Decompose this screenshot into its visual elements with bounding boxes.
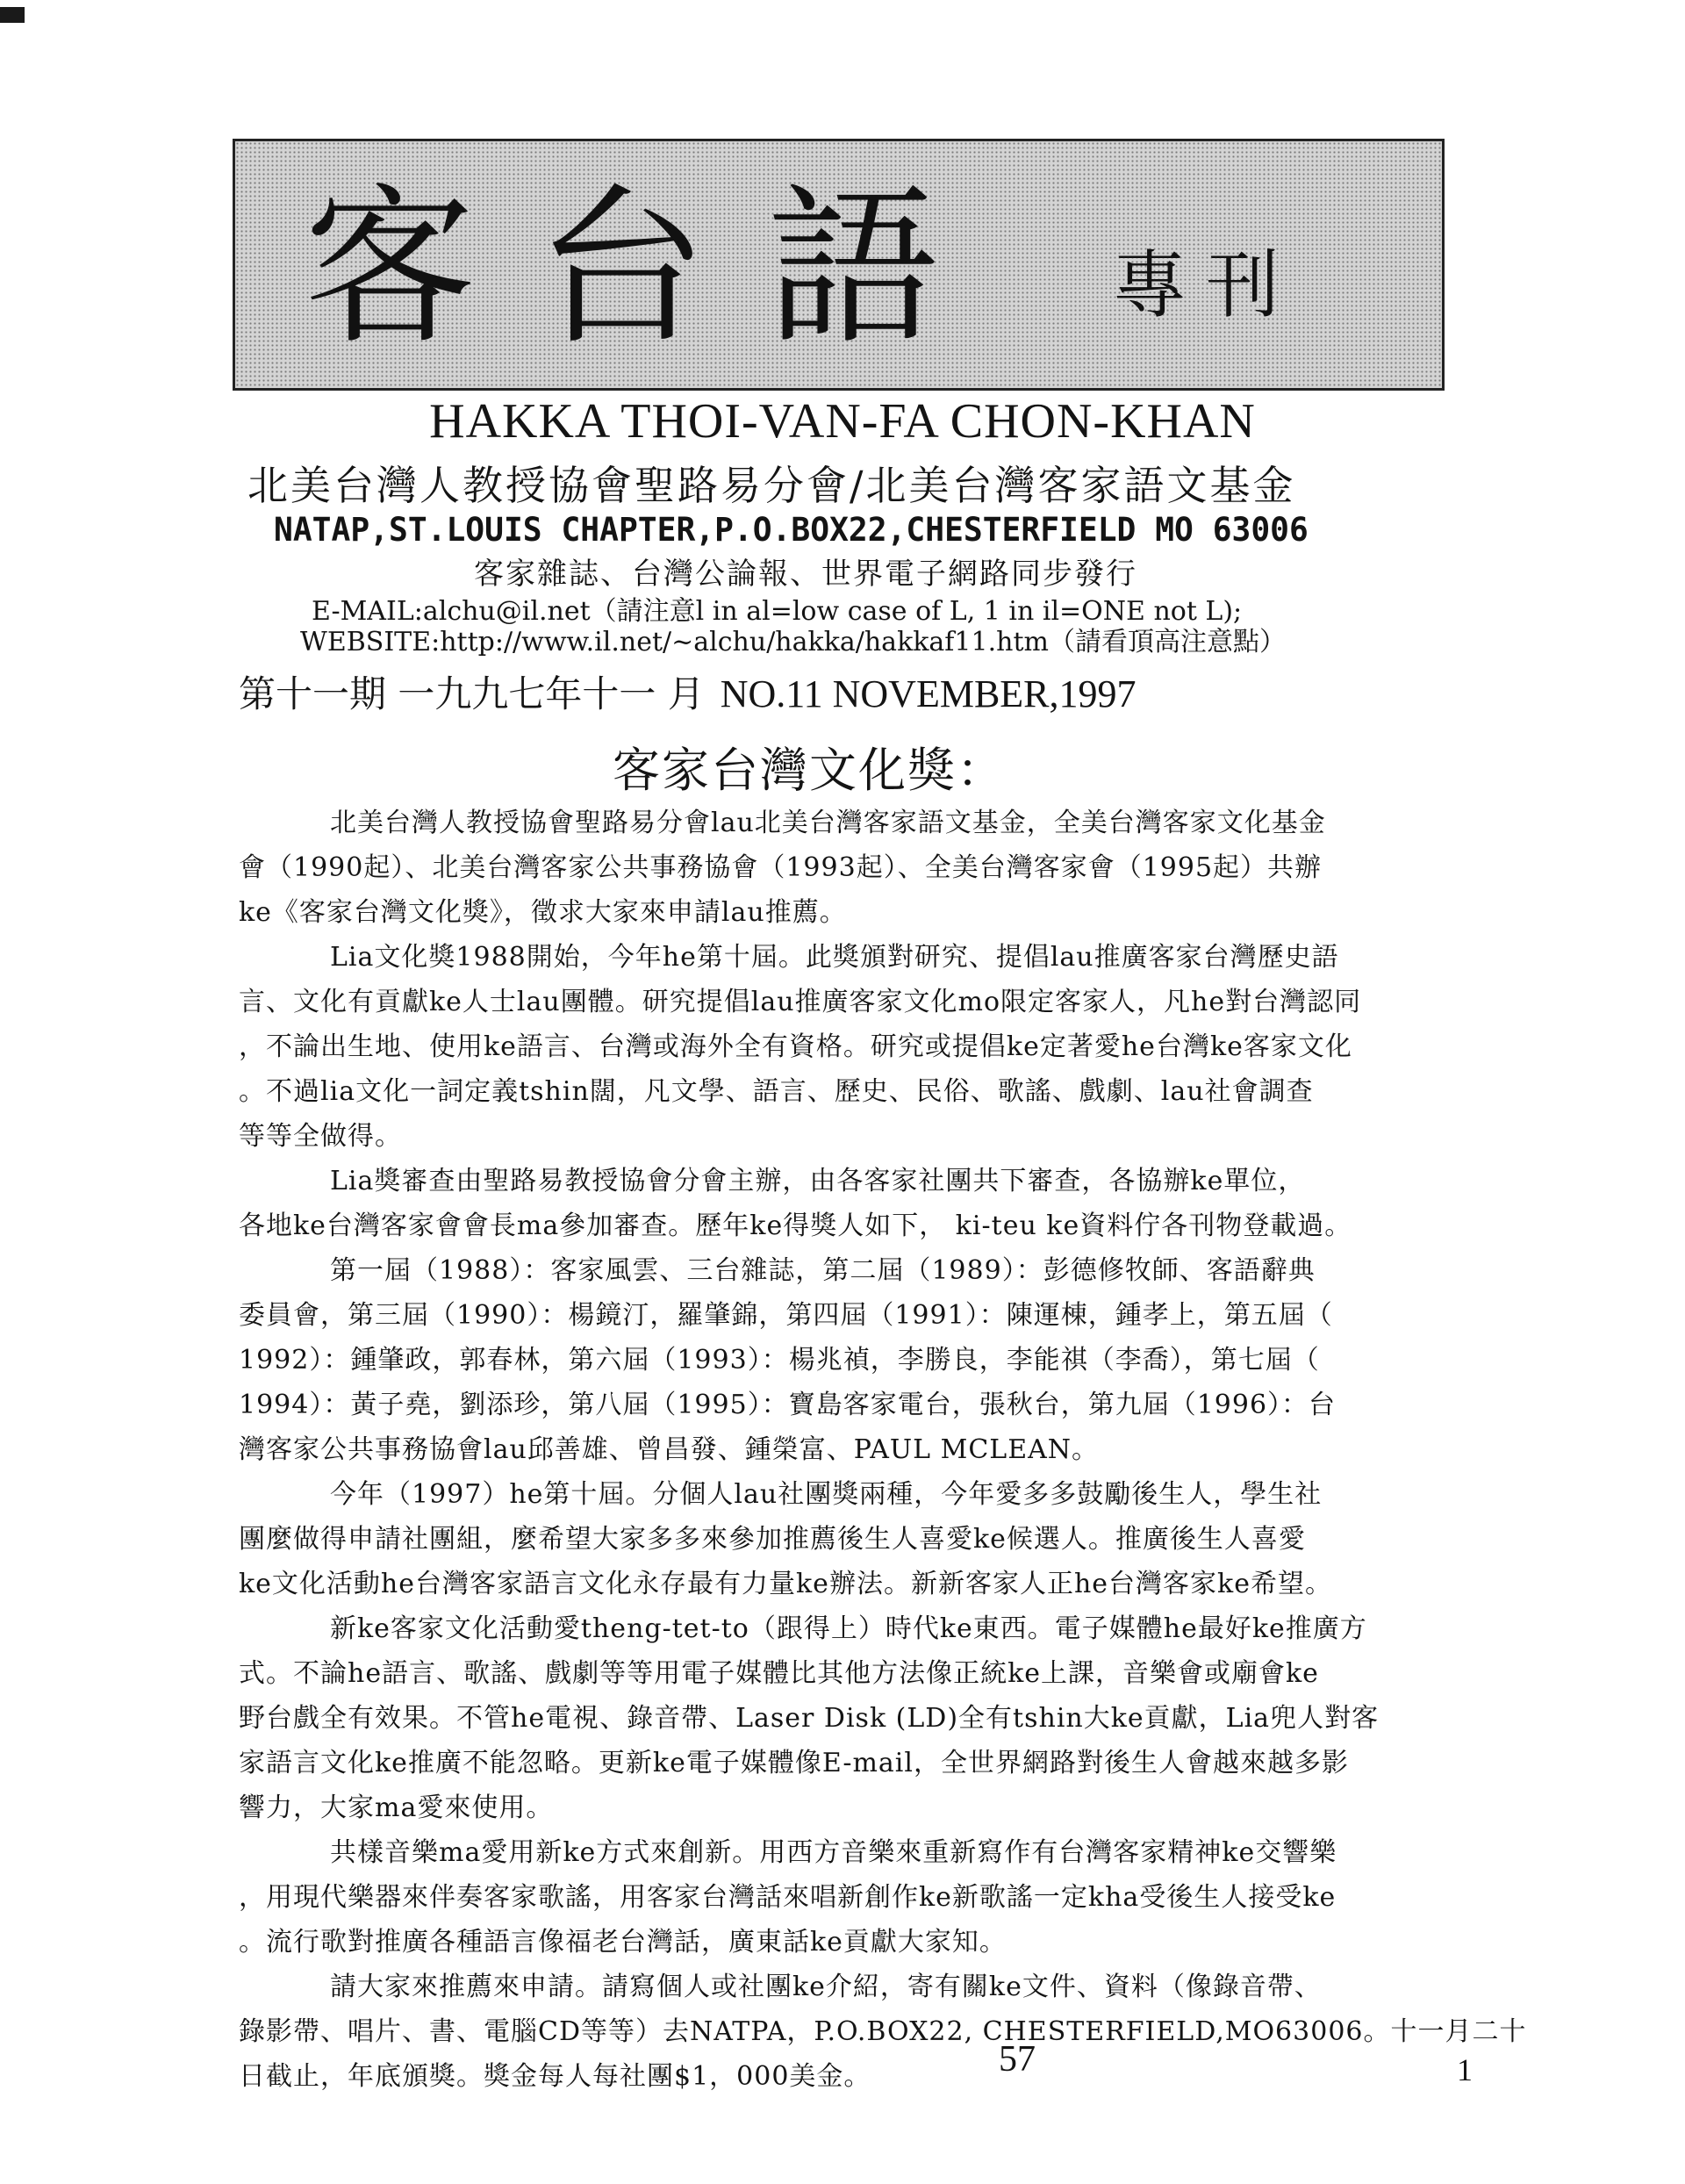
issue-line [239,669,1136,720]
body-line: 今年（1997）he第十屆。分個人lau社團獎兩種，今年愛多多鼓勵後生人，學生社 [330,1479,1323,1510]
body-line: Lia文化獎1988開始，今年he第十屆。此獎頒對研究、提倡lau推廣客家台灣歷史語 [330,942,1339,973]
body-line: 灣客家公共事務協會lau邱善雄、曾昌發、鍾榮富、PAUL MCLEAN。 [239,1434,1100,1465]
body-line: 家語言文化ke推廣不能忽略。更新ke電子媒體像E-mail，全世界網路對後生人會越來越多影 [239,1748,1349,1778]
body-line: ke《客家台灣文化獎》，徵求大家來申請lau推薦。 [239,897,847,928]
body-line: 新ke客家文化活動愛theng-tet-to（跟得上）時代ke東西。電子媒體he最好ke推廣方 [330,1613,1367,1644]
distribution-note: 客家雜誌、台灣公論報、世界電子網路同步發行 [474,557,1137,592]
article-title: 客家台灣文化獎： [613,743,1006,798]
sheet-number: 1 [1457,2052,1473,2087]
body-line: 式。不論he語言、歌謠、戲劇等等用電子媒體比其他方法像正統ke上課，音樂會或廟會ke [239,1658,1319,1689]
body-line: 共樣音樂ma愛用新ke方式來創新。用西方音樂來重新寫作有台灣客家精神ke交響樂 [330,1837,1337,1868]
website-line: WEBSITE:http://www.il.net/~alchu/hakka/hakkaf11.htm（請看頂高注意點） [300,627,1286,657]
body-line: Lia獎審查由聖路易教授協會分會主辦，由各客家社團共下審查，各協辦ke單位， [330,1166,1306,1196]
body-line: 錄影帶、唱片、書、電腦CD等等）去NATPA，P.O.BOX22, CHESTERFIELD,MO63006。十一月二十 [239,2016,1527,2047]
body-line: 野台戲全有效果。不管he電視、錄音帶、Laser Disk (LD)全有tshin大ke貢獻，Lia兜人對客 [239,1703,1380,1734]
page-number: 57 [999,2039,1036,2080]
body-line: 團麼做得申請社團組，麼希望大家多多來參加推薦後生人喜愛ke候選人。推廣後生人喜愛 [239,1524,1306,1555]
masthead-banner [233,139,1445,391]
body-line: ke文化活動he台灣客家語言文化永存最有力量ke辦法。新新客家人正he台灣客家ke希望。 [239,1569,1332,1599]
masthead-title: 客台語 [304,169,1000,369]
article-body [239,801,1527,2099]
body-line: 等等全做得。 [239,1121,402,1152]
body-line: 日截止，年底頒獎。獎金每人每社團$1，000美金。 [239,2061,871,2092]
issue-chinese: 第十一期 一九九七年十一 月 [239,672,705,715]
body-line: 北美台灣人教授協會聖路易分會lau北美台灣客家語文基金，全美台灣客家文化基金 [330,808,1326,838]
body-line: 言、文化有貢獻ke人士lau團體。研究提倡lau推廣客家文化mo限定客家人，凡he對台灣認同 [239,987,1362,1017]
body-line: 。不過lia文化一詞定義tshin闊，凡文學、語言、歷史、民俗、歌謠、戲劇、lau社會調查 [239,1076,1314,1107]
scan-corner-mark [0,7,25,23]
masthead-subtitle: 專刊 [1113,242,1300,328]
body-line: 1992）：鍾肇政，郭春林，第六屆（1993）：楊兆禎，李勝良，李能祺（李喬），第七屆（ [239,1345,1320,1376]
issue-english: NO.11 NOVEMBER,1997 [720,672,1136,715]
body-line: 第一屆（1988）：客家風雲、三台雜誌，第二屆（1989）：彭德修牧師、客語辭典 [330,1255,1316,1286]
body-line: 各地ke台灣客家會會長ma參加審查。歷年ke得獎人如下， ki-teu ke資料佇各刊物登載過。 [239,1211,1352,1241]
body-line: ，用現代樂器來伴奏客家歌謠，用客家台灣話來唱新創作ke新歌謠一定kha受後生人接受ke [239,1882,1337,1913]
body-line: 1994）：黃子堯，劉添珍，第八屆（1995）：寶島客家電台，張秋台，第九屆（1996）：台 [239,1390,1337,1420]
body-line: 委員會，第三屆（1990）：楊鏡汀，羅肇錦，第四屆（1991）：陳運棟，鍾孝上，第五屆（ [239,1300,1333,1331]
body-line: 會（1990起）、北美台灣客家公共事務協會（1993起）、全美台灣客家會（1995起）共辦 [239,852,1323,883]
body-line: 請大家來推薦來申請。請寫個人或社團ke介紹，寄有關ke文件、資料（像錄音帶、 [330,1972,1322,2002]
email-line: E-MAIL:alchu@il.net（請注意l in al=low case of L, 1 in il=ONE not L); [312,596,1243,627]
organization-chinese: 北美台灣人教授協會聖路易分會/北美台灣客家語文基金 [247,462,1296,509]
body-line: ，不論出生地、使用ke語言、台灣或海外全有資格。研究或提倡ke定著愛he台灣ke客家文化 [239,1031,1352,1062]
organization-address: NATAP,ST.LOUIS CHAPTER,P.O.BOX22,CHESTERFIELD MO 63006 [274,511,1309,549]
body-line: 。流行歌對推廣各種語言像福老台灣話，廣東話ke貢獻大家知。 [239,1927,1007,1958]
english-title: HAKKA THOI-VAN-FA CHON-KHAN [429,394,1256,449]
body-line: 響力，大家ma愛來使用。 [239,1792,554,1823]
